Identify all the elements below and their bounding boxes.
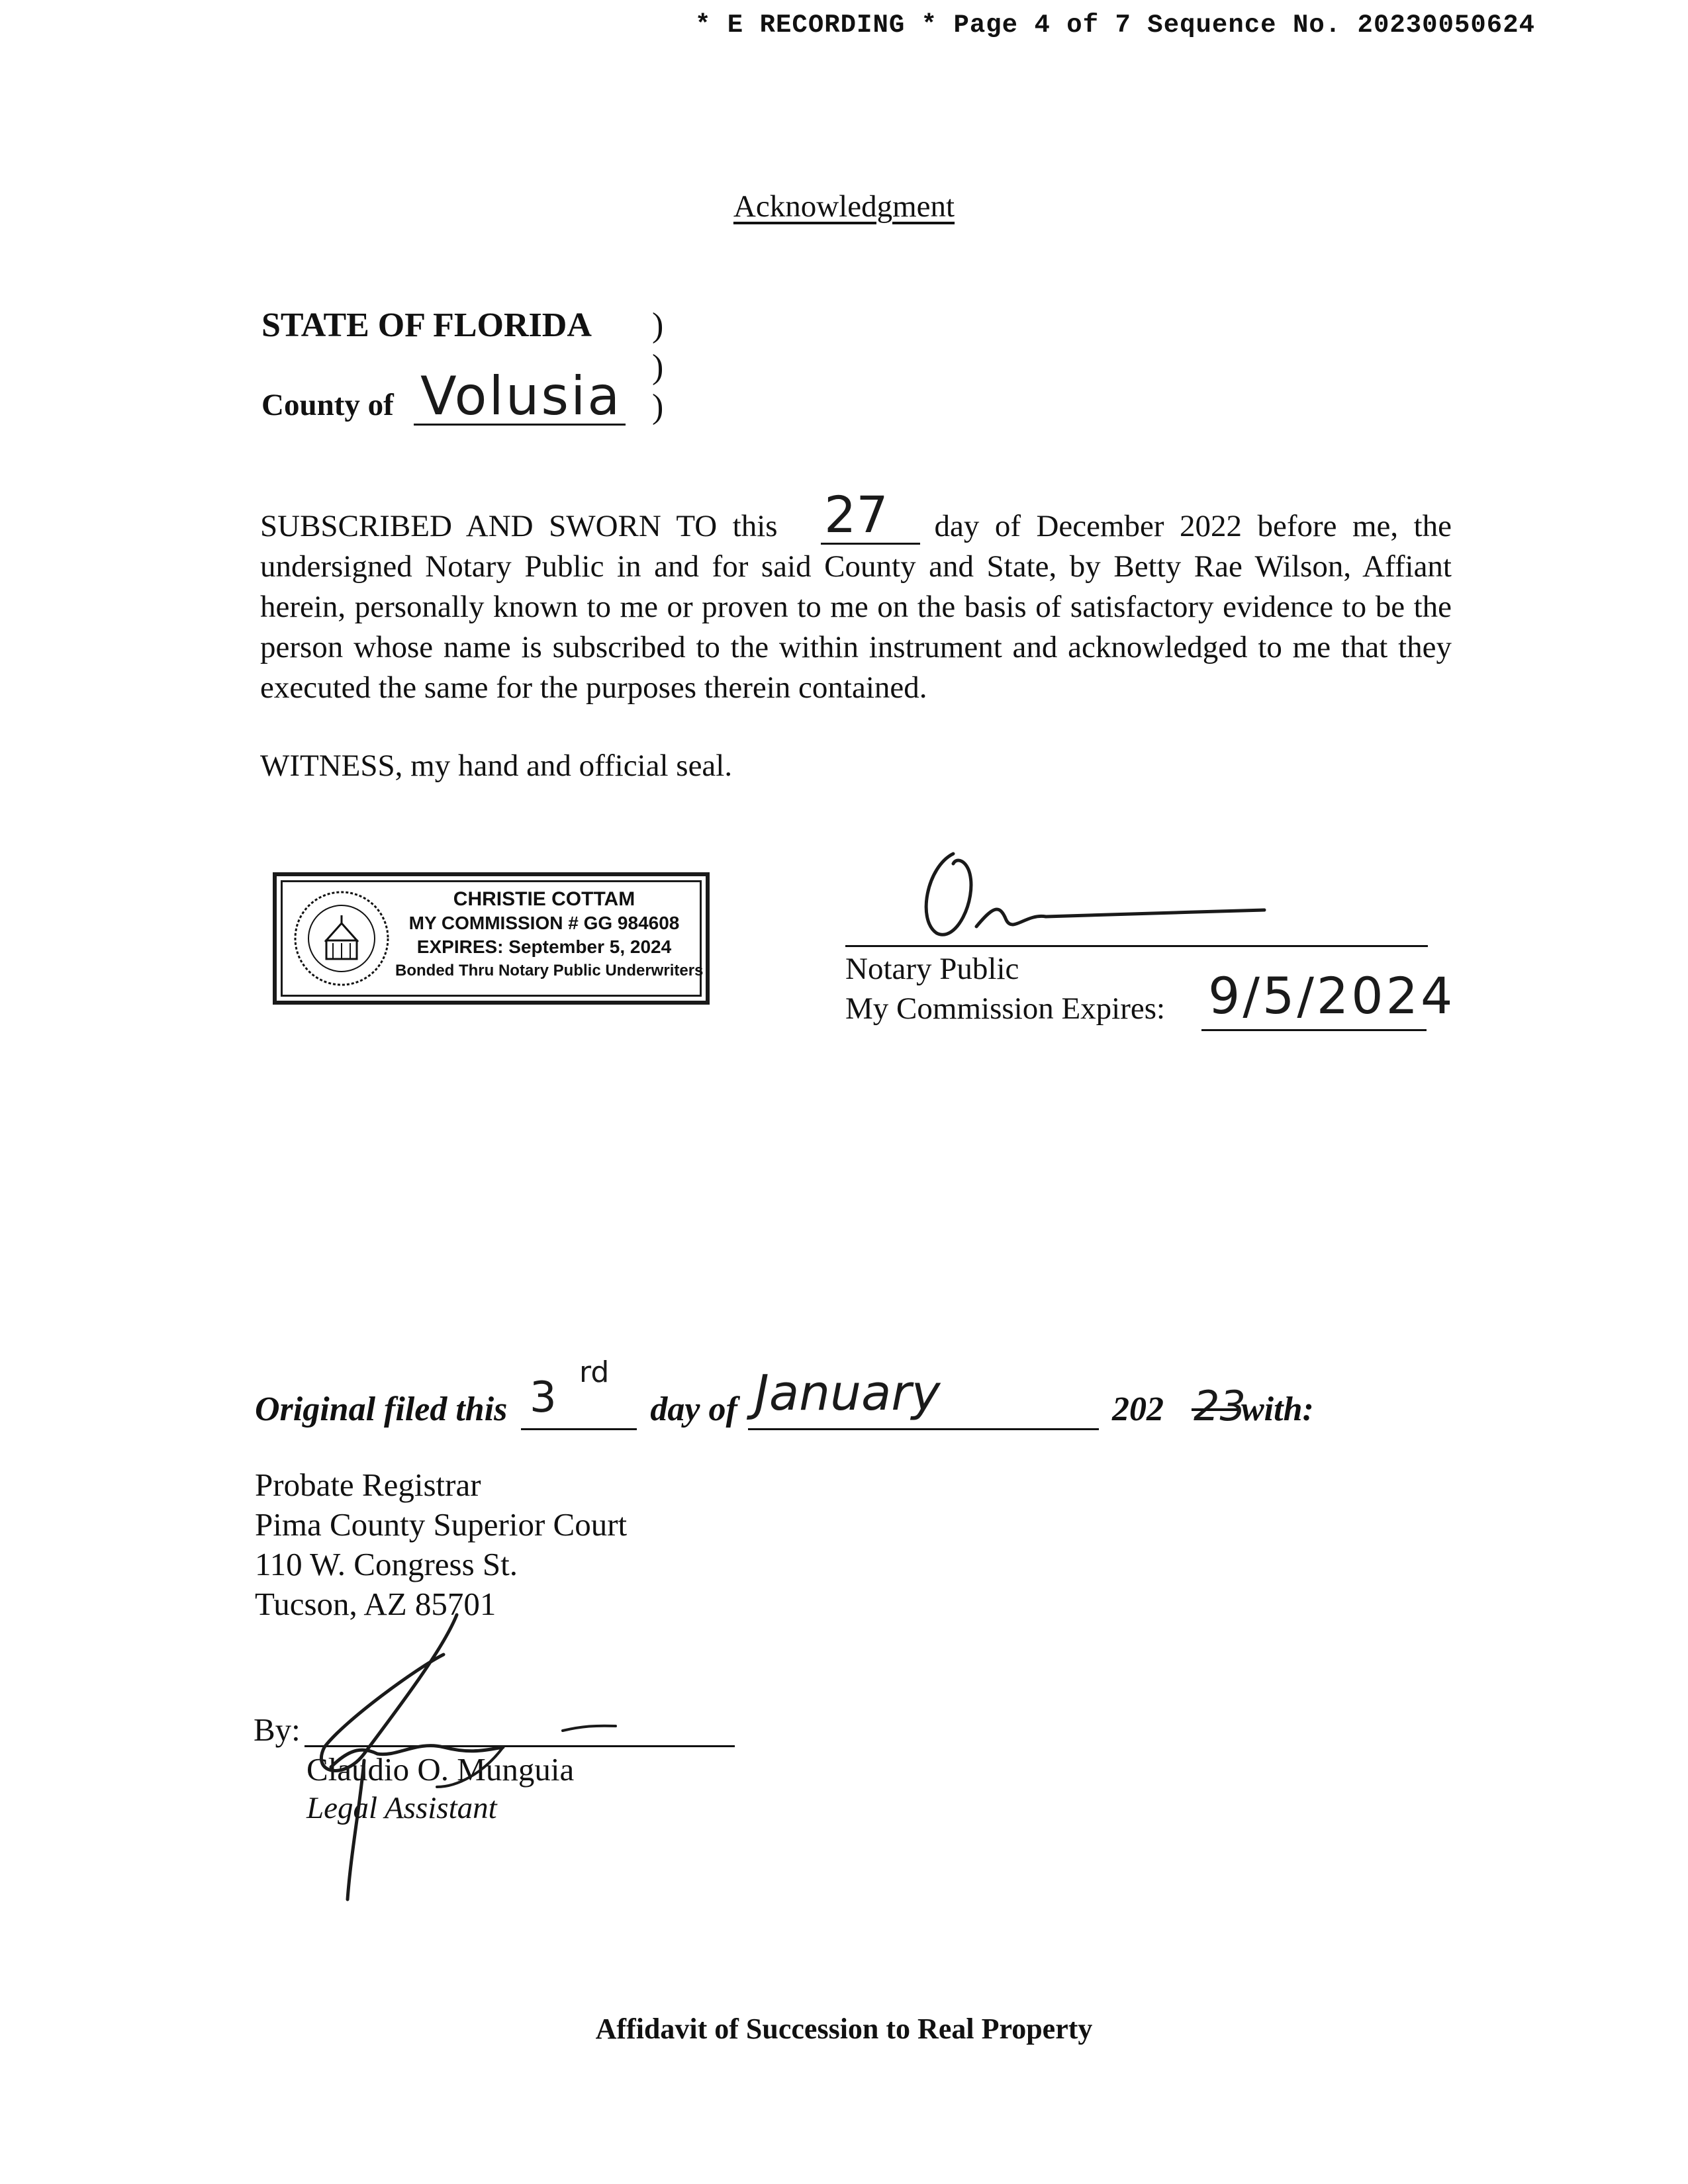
filed-year-underline xyxy=(1192,1408,1238,1411)
notary-signature-line xyxy=(845,945,1428,947)
stamp-expiration: EXPIRES: September 5, 2024 xyxy=(416,936,672,957)
witness-statement: WITNESS, my hand and official seal. xyxy=(260,749,733,783)
notary-public-label: Notary Public xyxy=(845,952,1019,986)
filed-with-label: with: xyxy=(1241,1390,1314,1428)
stamp-commission-number: MY COMMISSION # GG 984608 xyxy=(408,913,680,933)
filed-month-handwritten: January xyxy=(755,1365,941,1422)
venue-bracket-2: ) xyxy=(652,348,664,386)
venue-bracket-1: ) xyxy=(652,306,664,344)
jurat-text-after: day of December 2022 before me, the undersigned Notary Public in and for said County and State, by Betty Rae Wilson, Affiant herein, personally known to me or proven to me on the basis of satisfactory evidence to be the person whose name is subscribed to the within instrument and acknowledged to me that they executed the same for the purposes therein contained. xyxy=(260,509,1452,705)
jurat-day-handwritten: 27 xyxy=(824,485,888,544)
legal-assistant-signature-icon xyxy=(285,1588,682,1919)
notary-seal-emblem-icon xyxy=(292,889,391,988)
commission-expires-line xyxy=(1201,1029,1427,1031)
venue-bracket-3: ) xyxy=(652,388,664,426)
filed-year-prefix: 202 xyxy=(1112,1390,1164,1428)
commission-expires-label: My Commission Expires: xyxy=(845,991,1166,1026)
filed-year-handwritten: 23 xyxy=(1194,1382,1246,1430)
filed-day-suffix-handwritten: rd xyxy=(579,1355,610,1389)
signer-name: Claudio O. Munguia xyxy=(306,1751,575,1788)
filed-day-of-text: day of xyxy=(650,1390,737,1428)
page-title: Acknowledgment xyxy=(733,189,955,224)
county-label: County of xyxy=(261,388,394,422)
stamp-notary-name: CHRISTIE COTTAM xyxy=(453,888,635,910)
stamp-bonded-line: Bonded Thru Notary Public Underwriters xyxy=(395,962,704,979)
county-handwritten-value: Volusia xyxy=(420,365,622,427)
commission-expires-handwritten: 9/5/2024 xyxy=(1208,966,1456,1025)
filed-day-line xyxy=(521,1428,637,1430)
jurat-text-before: SUBSCRIBED AND SWORN TO this xyxy=(260,509,778,543)
signer-title: Legal Assistant xyxy=(306,1791,497,1825)
address-line-1: Probate Registrar xyxy=(255,1467,481,1503)
address-line-4: Tucson, AZ 85701 xyxy=(255,1586,496,1622)
filed-month-line xyxy=(748,1428,1099,1430)
by-label: By: xyxy=(254,1711,301,1748)
address-line-3: 110 W. Congress St. xyxy=(255,1546,518,1582)
address-line-2: Pima County Superior Court xyxy=(255,1506,628,1543)
footer-document-title: Affidavit of Succession to Real Property xyxy=(595,2013,1093,2045)
filed-prefix xyxy=(255,1390,737,1429)
filed-day-handwritten: 3 xyxy=(530,1373,557,1422)
notary-signature-icon xyxy=(914,841,1284,953)
recording-header: * E RECORDING * Page 4 of 7 Sequence No. 20230050624 xyxy=(695,11,1535,40)
notary-stamp xyxy=(273,872,710,1005)
state-label: STATE OF FLORIDA xyxy=(261,306,592,344)
filed-prefix-text: Original filed this xyxy=(255,1390,508,1428)
